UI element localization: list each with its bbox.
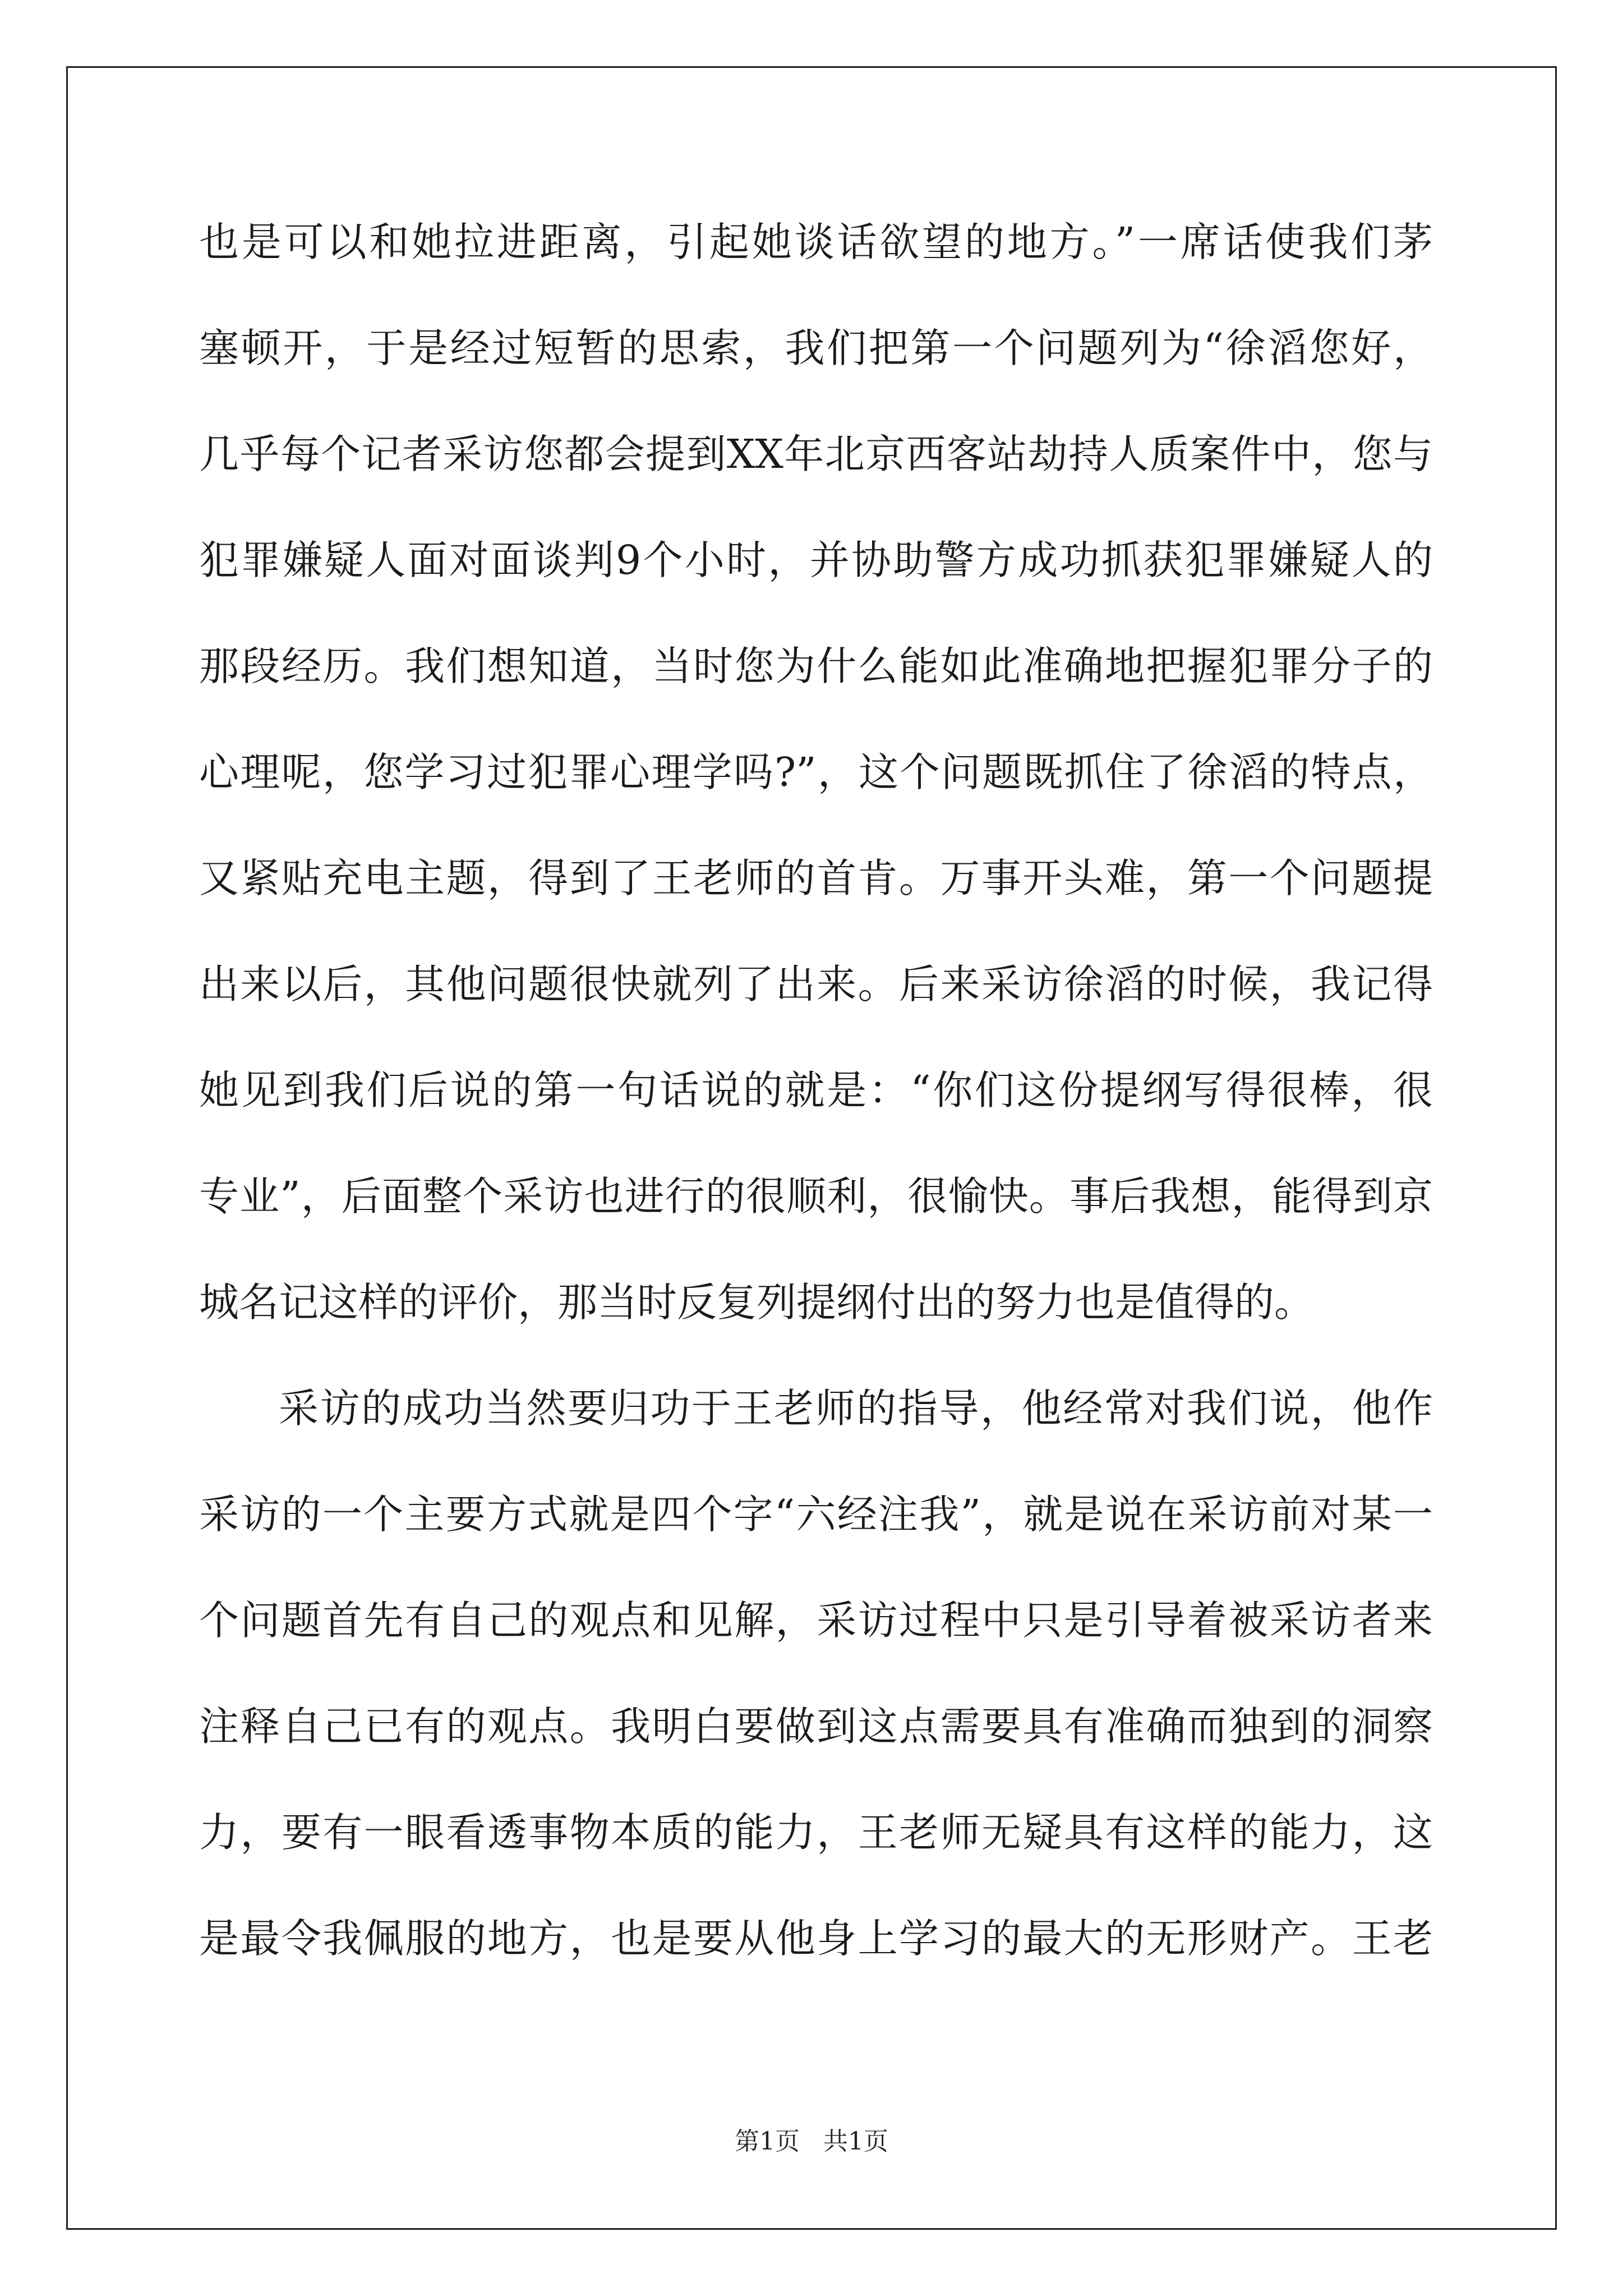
text-line: 几乎每个记者采访您都会提到XX年北京西客站劫持人质案件中，您与 (199, 431, 1433, 477)
text-line: 城名记这样的评价，那当时反复列提纲付出的努力也是值得的。 (199, 1279, 1315, 1326)
page-number: 第1页 (735, 2127, 800, 2156)
text-line: 采访的一个主要方式就是四个字“六经注我”，就是说在采访前对某一 (199, 1491, 1433, 1538)
text-line: 个问题首先有自己的观点和见解，采访过程中只是引导着被采访者来 (199, 1597, 1433, 1644)
text-line: 又紧贴充电主题，得到了王老师的首肯。万事开头难，第一个问题提 (199, 855, 1433, 901)
text-line: 犯罪嫌疑人面对面谈判9个小时，并协助警方成功抓获犯罪嫌疑人的 (199, 537, 1433, 583)
document-body (199, 209, 1433, 2011)
text-line: 采访的成功当然要归功于王老师的指导，他经常对我们说，他作 (279, 1385, 1433, 1432)
text-line: 注释自己已有的观点。我明白要做到这点需要具有准确而独到的洞察 (199, 1703, 1433, 1750)
text-line: 是最令我佩服的地方，也是要从他身上学习的最大的无形财产。王老 (199, 1915, 1433, 1962)
text-line: 专业”，后面整个采访也进行的很顺利，很愉快。事后我想，能得到京 (199, 1173, 1433, 1220)
text-line: 也是可以和她拉进距离，引起她谈话欲望的地方。”一席话使我们茅 (199, 219, 1433, 265)
text-line: 她见到我们后说的第一句话说的就是：“你们这份提纲写得很棒，很 (199, 1067, 1433, 1114)
text-line: 出来以后，其他问题很快就列了出来。后来采访徐滔的时候，我记得 (199, 961, 1433, 1007)
text-line: 力，要有一眼看透事物本质的能力，王老师无疑具有这样的能力，这 (199, 1809, 1433, 1856)
text-line: 那段经历。我们想知道，当时您为什么能如此准确地把握犯罪分子的 (199, 643, 1433, 689)
text-line: 塞顿开，于是经过短暂的思索，我们把第一个问题列为“徐滔您好， (199, 325, 1433, 371)
footer-spacer (800, 2127, 823, 2156)
text-line: 心理呢，您学习过犯罪心理学吗?”，这个问题既抓住了徐滔的特点， (199, 749, 1433, 795)
page-total: 共1页 (823, 2127, 888, 2156)
page-footer (0, 2125, 1623, 2159)
